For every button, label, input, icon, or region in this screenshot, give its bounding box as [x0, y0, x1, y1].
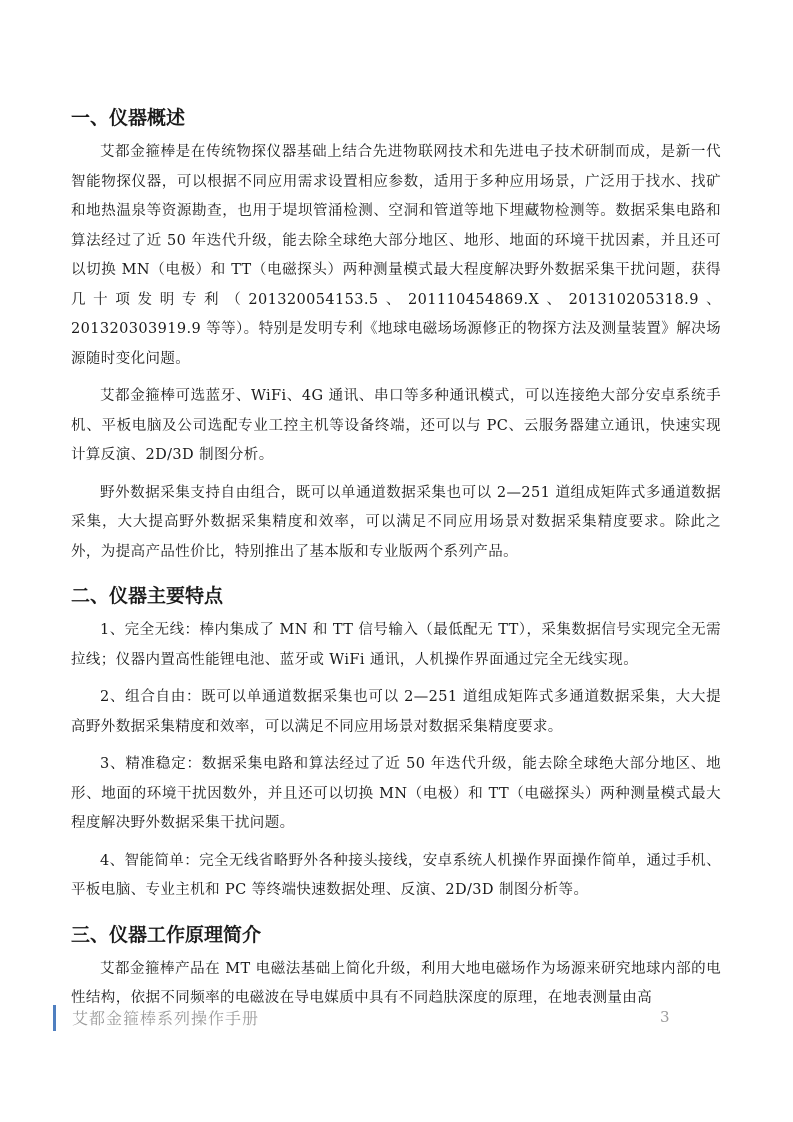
footer-accent-bar: [53, 1005, 56, 1031]
paragraph: 3、精准稳定：数据采集电路和算法经过了近 50 年迭代升级，能去除全球绝大部分地区、地形、地面的环境干扰因数外，并且还可以切换 MN（电极）和 TT（电磁探头）两种测量模式最大程度解决野外数据采集干扰问题。: [71, 756, 721, 831]
paragraph: 艾都金箍棒产品在 MT 电磁法基础上简化升级，利用大地电磁场作为场源来研究地球内部的电性结构，依据不同频率的电磁波在导电媒质中具有不同趋肤深度的原理，在地表测量由高: [71, 960, 721, 1006]
footer-title: 艾都金箍棒系列操作手册: [72, 1009, 260, 1028]
page-content: [71, 100, 721, 1014]
paragraph: 艾都金箍棒是在传统物探仪器基础上结合先进物联网技术和先进电子技术研制而成，是新一代智能物探仪器，可以根据不同应用需求设置相应参数，适用于多种应用场景，广泛用于找水、找矿和地热温泉等资源勘查，也用于堤坝管涌检测、空洞和管道等地下埋藏物检测等。数据采集电路和算法经过了近 50 年迭代升级，能去除全球绝大部分地区、地形、地面的环境干扰因素，并且还可以切换 MN（电极）和 TT（电磁探头）两种测量模式最大程度解决野外数据采集干扰问题，获得几十项发明专利（201320054153.5、201110454869.X、201310205318.9、201320303919.9 等等）。特别是发明专利《地球电磁场场源修正的物探方法及测量装置》解决场源随时变化问题。: [71, 144, 721, 367]
paragraph: 4、智能简单：完全无线省略野外各种接头接线，安卓系统人机操作界面操作简单，通过手机、平板电脑、专业主机和 PC 等终端快速数据处理、反演、2D/3D 制图分析等。: [71, 852, 721, 898]
section-heading-overview: 一、仪器概述: [71, 107, 186, 129]
paragraph: 艾都金箍棒可选蓝牙、WiFi、4G 通讯、串口等多种通讯模式，可以连接绝大部分安卓系统手机、平板电脑及公司选配专业工控主机等设备终端，还可以与 PC、云服务器建立通讯，快速实现计算反演、2D/3D 制图分析。: [71, 388, 721, 463]
paragraph: 野外数据采集支持自由组合，既可以单通道数据采集也可以 2—251 道组成矩阵式多通道数据采集，大大提高野外数据采集精度和效率，可以满足不同应用场景对数据采集精度要求。除此之外，为提高产品性价比，特别推出了基本版和专业版两个系列产品。: [71, 484, 721, 560]
section-heading-principle: 三、仪器工作原理简介: [71, 923, 262, 946]
paragraph: 2、组合自由：既可以单通道数据采集也可以 2—251 道组成矩阵式多通道数据采集，大大提高野外数据采集精度和效率，可以满足不同应用场景对数据采集精度要求。: [71, 689, 721, 735]
paragraph: 1、完全无线：棒内集成了 MN 和 TT 信号输入（最低配无 TT），采集数据信号实现完全无需拉线；仪器内置高性能锂电池、蓝牙或 WiFi 通讯，人机操作界面通过完全无线实现。: [71, 622, 721, 668]
page-number: 3: [660, 1008, 670, 1026]
section-heading-features: 二、仪器主要特点: [71, 585, 224, 607]
